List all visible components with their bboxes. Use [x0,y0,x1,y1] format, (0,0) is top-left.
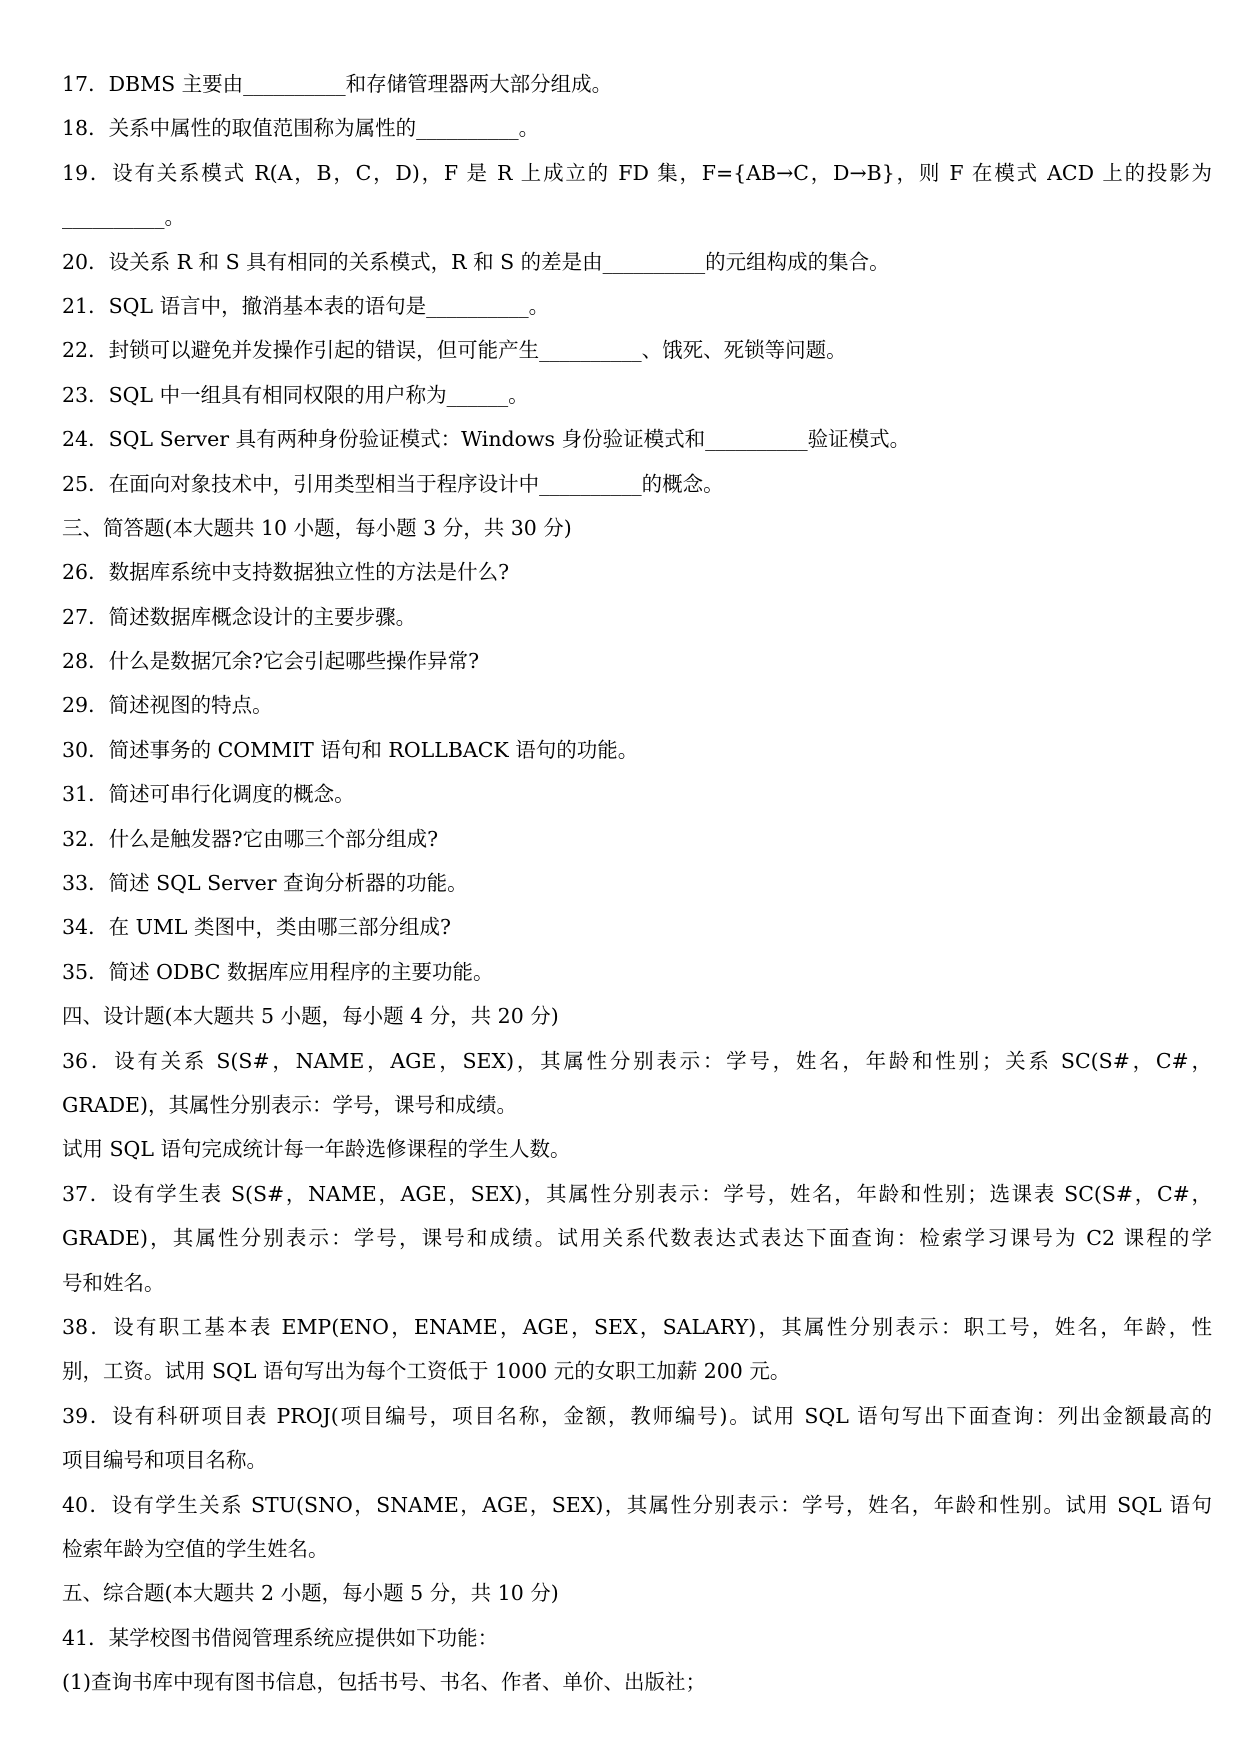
question-28: 28．什么是数据冗余?它会引起哪些操作异常? [62,649,480,674]
question-37-end: 号和姓名。 [62,1270,165,1295]
question-30: 30．简述事务的 COMMIT 语句和 ROLLBACK 语句的功能。 [62,737,639,762]
section-heading-design: 四、设计题(本大题共 5 小题，每小题 4 分，共 20 分) [62,1004,559,1029]
question-26: 26．数据库系统中支持数据独立性的方法是什么? [62,560,510,585]
question-22: 22．封锁可以避免并发操作引起的错误，但可能产生__________、饿死、死锁等问题。 [62,338,847,363]
question-34: 34．在 UML 类图中，类由哪三部分组成? [62,915,451,940]
question-40: 40．设有学生关系 STU(SNO，SNAME，AGE，SEX)，其属性分别表示：学号，姓名，年龄和性别。试用 SQL 语句 [62,1492,1212,1517]
question-24: 24．SQL Server 具有两种身份验证模式：Windows 身份验证模式和__________验证模式。 [62,427,911,452]
question-29: 29．简述视图的特点。 [62,693,273,718]
question-41: 41．某学校图书借阅管理系统应提供如下功能： [62,1625,499,1650]
question-25: 25．在面向对象技术中，引用类型相当于程序设计中__________的概念。 [62,471,724,496]
question-33: 33．简述 SQL Server 查询分析器的功能。 [62,871,468,896]
question-37-continued: GRADE)，其属性分别表示：学号，课号和成绩。试用关系代数表达式表达下面查询：检索学习课号为 C2 课程的学 [62,1226,1212,1251]
question-23: 23．SQL 中一组具有相同权限的用户称为______。 [62,382,529,407]
question-20: 20．设关系 R 和 S 具有相同的关系模式，R 和 S 的差是由__________的元组构成的集合。 [62,249,890,274]
question-38-continued: 别，工资。试用 SQL 语句写出为每个工资低于 1000 元的女职工加薪 200 元。 [62,1359,791,1384]
question-36-continued: GRADE)，其属性分别表示：学号，课号和成绩。 [62,1092,518,1117]
section-heading-short-answer: 三、简答题(本大题共 10 小题，每小题 3 分，共 30 分) [62,515,572,540]
question-18: 18．关系中属性的取值范围称为属性的__________。 [62,116,540,141]
question-41-item-1: (1)查询书库中现有图书信息，包括书号、书名、作者、单价、出版社； [62,1670,707,1695]
question-19-continued: __________。 [62,205,185,230]
question-27: 27．简述数据库概念设计的主要步骤。 [62,604,417,629]
exam-page [62,62,1212,1704]
question-39-continued: 项目编号和项目名称。 [62,1448,267,1473]
question-38: 38．设有职工基本表 EMP(ENO，ENAME，AGE，SEX，SALARY)，其属性分别表示：职工号，姓名，年龄，性 [62,1314,1212,1339]
question-31: 31．简述可串行化调度的概念。 [62,782,355,807]
question-36-task: 试用 SQL 语句完成统计每一年龄选修课程的学生人数。 [62,1137,571,1162]
question-39: 39．设有科研项目表 PROJ(项目编号，项目名称，金额，教师编号)。试用 SQL 语句写出下面查询：列出金额最高的 [62,1403,1212,1428]
question-37: 37．设有学生表 S(S#，NAME，AGE，SEX)，其属性分别表示：学号，姓名，年龄和性别；选课表 SC(S#，C#， [62,1181,1212,1206]
question-35: 35．简述 ODBC 数据库应用程序的主要功能。 [62,959,494,984]
question-17: 17．DBMS 主要由__________和存储管理器两大部分组成。 [62,72,613,96]
question-36: 36．设有关系 S(S#，NAME，AGE，SEX)，其属性分别表示：学号，姓名，年龄和性别；关系 SC(S#，C#， [62,1048,1212,1073]
question-32: 32．什么是触发器?它由哪三个部分组成? [62,826,439,851]
section-heading-comprehensive: 五、综合题(本大题共 2 小题，每小题 5 分，共 10 分) [62,1581,559,1606]
question-21: 21．SQL 语言中，撤消基本表的语句是__________。 [62,293,550,318]
question-40-continued: 检索年龄为空值的学生姓名。 [62,1536,329,1561]
question-19: 19．设有关系模式 R(A，B，C，D)，F 是 R 上成立的 FD 集，F={AB→C，D→B}，则 F 在模式 ACD 上的投影为 [62,160,1212,185]
